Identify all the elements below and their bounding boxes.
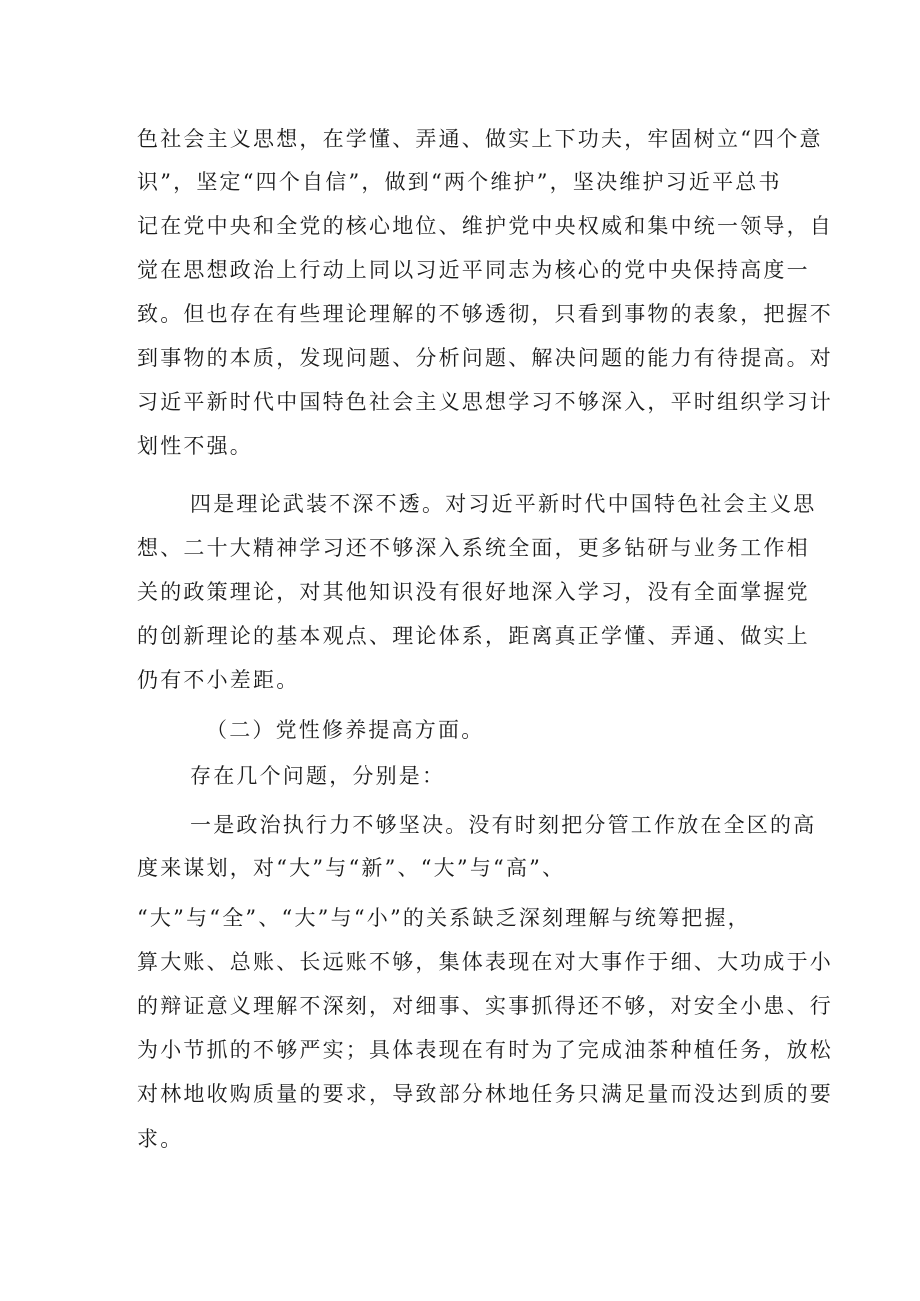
text-line: 想、二十大精神学习还不够深入系统全面，更多钻研与业务工作相 — [137, 536, 810, 560]
text-line: 求。 — [137, 1127, 184, 1151]
text-line: 色社会主义思想，在学懂、弄通、做实上下功夫，牢固树立“四个意 — [137, 127, 823, 151]
text-line: “大”与“全”、“大”与“小”的关系缺乏深刻理解与统筹把握， — [137, 906, 751, 930]
text-line: 的创新理论的基本观点、理论体系，距离真正学懂、弄通、做实上 — [137, 624, 810, 648]
text-line: 习近平新时代中国特色社会主义思想学习不够深入，平时组织学习计 — [137, 390, 833, 414]
paragraph-heading-four: 四是理论武装不深不透。对习近平新时代中国特色社会主义思 — [190, 492, 817, 516]
text-line: 关的政策理论，对其他知识没有很好地深入学习，没有全面掌握党 — [137, 580, 810, 604]
text-line: 的辩证意义理解不深刻，对细事、实事抓得还不够，对安全小患、行 — [137, 994, 833, 1018]
section-heading: （二）党性修养提高方面。 — [206, 718, 485, 742]
text-line: 划性不强。 — [137, 434, 253, 458]
text-line: 仍有不小差距。 — [137, 668, 300, 692]
text-line: 致。但也存在有些理论理解的不够透彻，只看到事物的表象，把握不 — [137, 302, 833, 326]
text-line: 为小节抓的不够严实；具体表现在有时为了完成油茶种植任务，放松 — [137, 1038, 833, 1062]
text-line: 觉在思想政治上行动上同以习近平同志为核心的党中央保持高度一 — [137, 258, 810, 282]
text-line: 存在几个问题，分别是： — [190, 764, 446, 788]
text-line: 对林地收购质量的要求，导致部分林地任务只满足量而没达到质的要 — [137, 1082, 833, 1106]
text-line: 到事物的本质，发现问题、分析问题、解决问题的能力有待提高。对 — [137, 346, 833, 370]
text-line: 记在党中央和全党的核心地位、维护党中央权威和集中统一领导，自 — [137, 214, 833, 238]
paragraph-heading-one: 一是政治执行力不够坚决。没有时刻把分管工作放在全区的高 — [190, 813, 817, 837]
text-line: 算大账、总账、长远账不够，集体表现在对大事作于细、大功成于小 — [137, 950, 833, 974]
text-line: 度来谋划，对“大”与“新”、“大”与“高”、 — [137, 856, 566, 880]
text-line: 识”，坚定“四个自信”，做到“两个维护”，坚决维护习近平总书 — [137, 170, 782, 194]
